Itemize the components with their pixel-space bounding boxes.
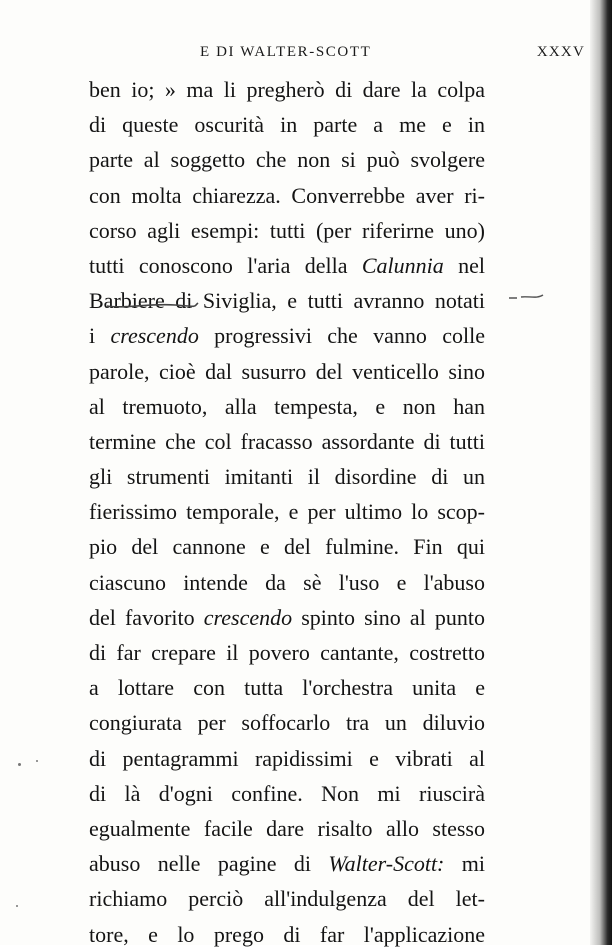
text-line: richiamo perciò all'indulgenza del let- [89, 886, 485, 912]
text-line: i crescendo progressivi che vanno colle [89, 323, 485, 349]
text-line: Barbiere di Siviglia, e tutti avranno notati [89, 288, 485, 314]
page-number: XXXV [536, 44, 585, 60]
pencil-underline-mark [105, 300, 200, 310]
text-line: a lottare con tutta l'orchestra unita e [89, 675, 485, 701]
text-line: del favorito crescendo spinto sino al punto [89, 604, 485, 630]
running-head-title: E DI WALTER-SCOTT [200, 44, 372, 60]
text-line: di far crepare il povero cantante, costretto [89, 640, 485, 665]
italic-term-crescendo: crescendo [203, 604, 293, 630]
page-gutter-shadow [590, 0, 612, 945]
text-line: fierissimo temporale, e per ultimo lo scop- [89, 499, 485, 525]
body-text [89, 72, 485, 952]
text-line: pio del cannone e del fulmine. Fin qui [89, 534, 485, 560]
text-line: di pentagrammi rapidissimi e vibrati al [89, 745, 485, 771]
text-line: gli strumenti imitanti il disordine di un [89, 464, 485, 490]
paper-speck [18, 763, 21, 766]
text-line: egualmente facile dare risalto allo stesso [89, 815, 485, 841]
pencil-margin-mark [507, 292, 545, 302]
italic-title-calunnia: Calunnia [361, 252, 444, 278]
text-line: tutti conoscono l'aria della Calunnia nel [89, 252, 485, 278]
running-head [200, 44, 585, 68]
text-line: di là d'ogni confine. Non mi riuscirà [89, 780, 485, 806]
text-line: corso agli esempi: tutti (per riferirne uno) [89, 217, 485, 243]
text-line: ciascuno intende da sè l'uso e l'abuso [89, 569, 485, 595]
text-line: termine che col fracasso assordante di tutti [89, 428, 485, 454]
text-line: ben io; » ma li pregherò di dare la colpa [89, 77, 485, 102]
text-line: parole, cioè dal susurro del venticello sino [89, 358, 485, 384]
text-line: parte al soggetto che non si può svolgere [89, 147, 485, 173]
text-line: tore, e lo prego di far l'applicazione [89, 921, 485, 947]
paper-speck [16, 905, 18, 907]
text-line: di queste oscurità in parte a me e in [89, 112, 485, 138]
text-line: congiurata per soffocarlo tra un diluvio [89, 710, 485, 736]
italic-term-crescendo: crescendo [110, 323, 199, 349]
text-line: con molta chiarezza. Converrebbe aver ri- [89, 182, 485, 208]
italic-name-walter-scott: Walter-Scott: [328, 851, 445, 877]
text-line: al tremuoto, alla tempesta, e non han [89, 393, 485, 419]
text-line: abuso nelle pagine di Walter-Scott: mi [89, 851, 485, 877]
paper-speck [36, 760, 38, 762]
